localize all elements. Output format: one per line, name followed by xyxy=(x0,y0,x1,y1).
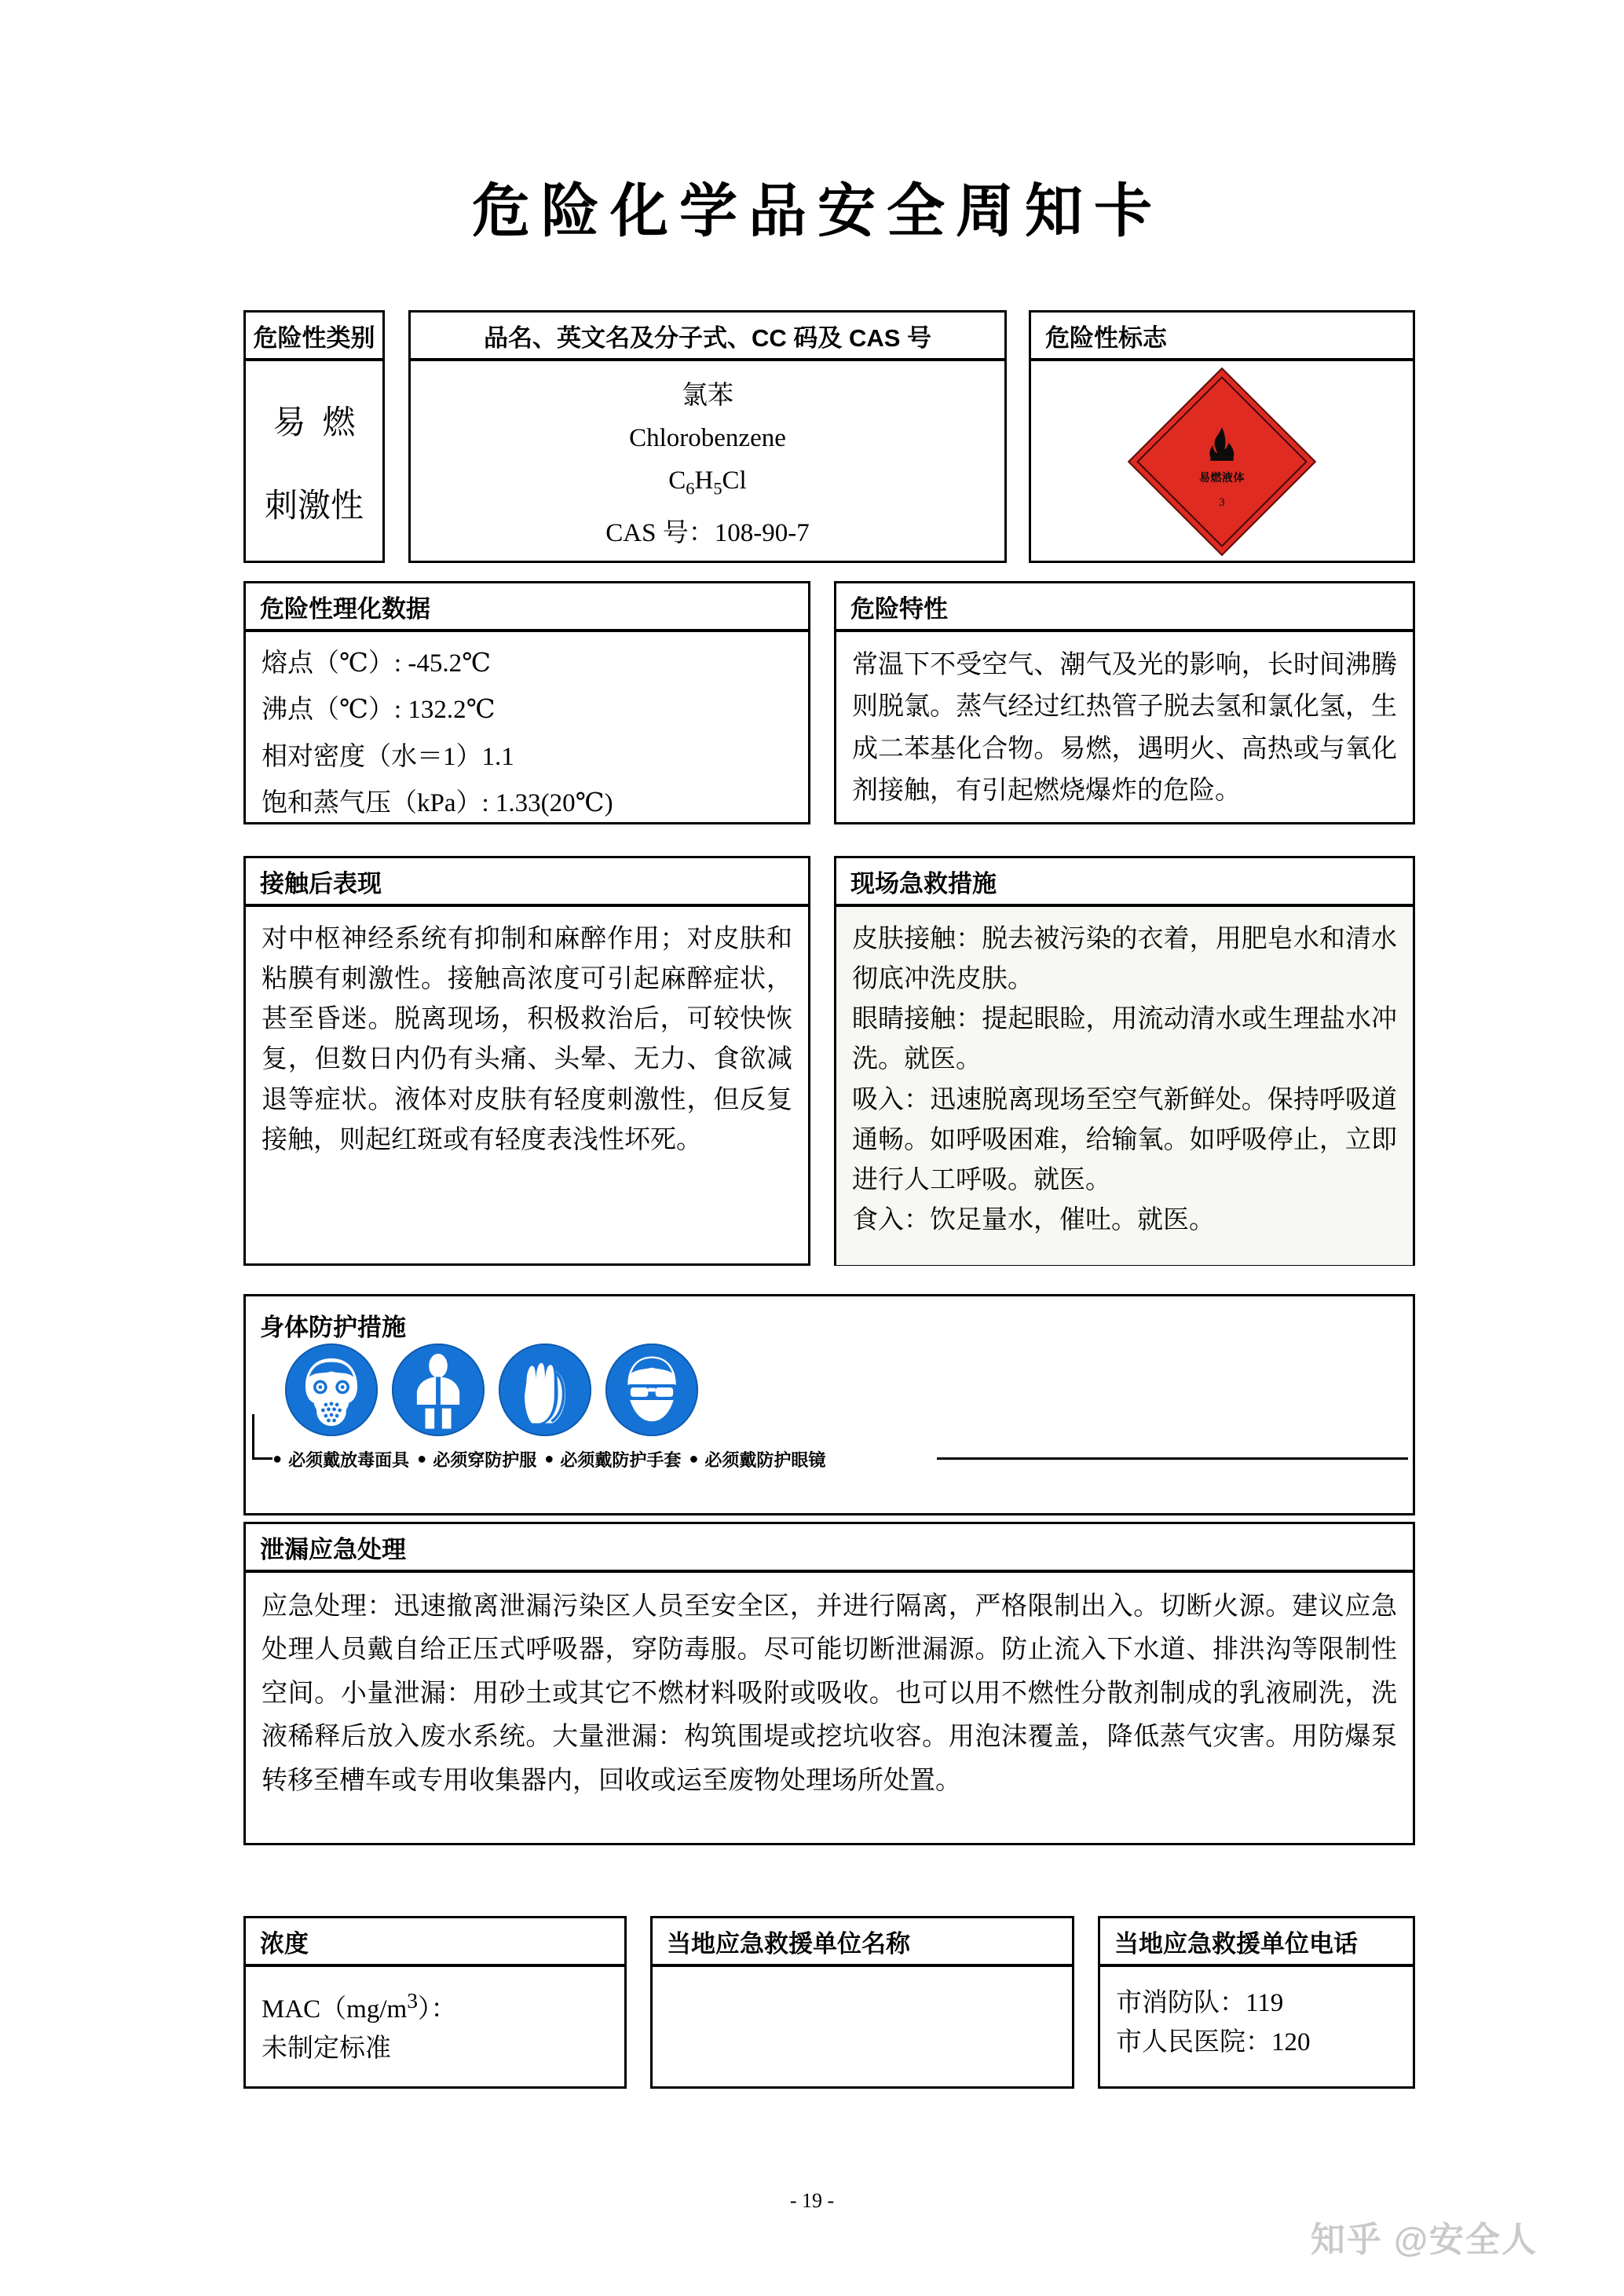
mac-exponent: 3 xyxy=(407,1988,418,2013)
substance-name-header: 品名、英文名及分子式、CC 码及 CAS 号 xyxy=(411,313,1004,361)
ppe-label-goggles: 必须戴防护眼镜 xyxy=(704,1450,826,1470)
ppe-box xyxy=(243,1294,1415,1515)
concentration-header: 浓度 xyxy=(246,1918,624,1967)
physical-data-row: 相对密度（水＝1）1.1 xyxy=(262,742,514,771)
substance-name-values xyxy=(411,361,1004,562)
local-rescue-unit-value[interactable] xyxy=(653,1967,1072,2088)
substance-name-box xyxy=(408,310,1007,563)
first-aid-header: 现场急救措施 xyxy=(836,858,1413,907)
hazard-category-line-1: 易 燃 xyxy=(272,405,356,442)
exposure-symptoms-header: 接触后表现 xyxy=(246,858,808,907)
diamond-shape xyxy=(1128,367,1316,556)
concentration-mac-line xyxy=(262,1984,609,2030)
first-aid-item: 吸入：迅速脱离现场至空气新鲜处。保持呼吸道通畅。如呼吸困难，给输氧。如呼吸停止，立即进行人工呼吸。就医。 xyxy=(852,1085,1397,1194)
local-rescue-phone-box xyxy=(1098,1916,1415,2089)
watermark: 知乎 @安全人 xyxy=(1310,2221,1538,2259)
hazard-category-line-2: 刺激性 xyxy=(264,488,364,525)
gas-mask-icon xyxy=(285,1344,378,1436)
ppe-label-bracket xyxy=(252,1414,254,1460)
ppe-bullet: ● xyxy=(689,1450,699,1468)
substance-english-name: Chlorobenzene xyxy=(629,424,786,453)
ppe-label-protective-suit: 必须穿防护服 xyxy=(433,1450,537,1470)
safety-goggles-icon xyxy=(605,1344,698,1436)
hazard-characteristics-header: 危险特性 xyxy=(836,583,1413,632)
first-aid-box xyxy=(834,856,1415,1266)
hazard-symbol-box xyxy=(1029,310,1415,563)
first-aid-item: 皮肤接触：脱去被污染的衣着，用肥皂水和清水彻底冲洗皮肤。 xyxy=(852,925,1397,994)
ppe-label-gloves: 必须戴防护手套 xyxy=(560,1450,682,1470)
first-aid-item: 食入：饮足量水，催吐。就医。 xyxy=(852,1205,1215,1234)
page-title: 危险化学品安全周知卡 xyxy=(472,178,1163,243)
first-aid-items xyxy=(836,907,1413,1265)
hazard-symbol-header: 危险性标志 xyxy=(1031,313,1413,361)
local-rescue-unit-box xyxy=(650,1916,1074,2089)
formula-cl: Cl xyxy=(722,466,747,495)
hazard-category-values xyxy=(246,361,382,562)
phone-line-hospital: 市人民医院：120 xyxy=(1116,2027,1311,2057)
hazard-symbol-body xyxy=(1031,361,1413,562)
local-rescue-phone-header: 当地应急救援单位电话 xyxy=(1100,1918,1413,1967)
physical-data-values xyxy=(246,632,808,824)
formula-c: C xyxy=(668,466,686,495)
ppe-rule-left xyxy=(252,1457,272,1460)
mac-prefix: MAC（mg/m xyxy=(262,1995,408,2024)
hazard-category-box xyxy=(243,310,385,563)
formula-h: H xyxy=(694,466,714,495)
leak-response-header: 泄漏应急处理 xyxy=(246,1524,1413,1573)
formula-c-count: 6 xyxy=(686,478,695,499)
ppe-label-gas-mask: 必须戴放毒面具 xyxy=(288,1450,410,1470)
exposure-symptoms-box xyxy=(243,856,810,1266)
concentration-standard: 未制定标准 xyxy=(262,2034,391,2063)
page-number: - 19 - xyxy=(789,2189,835,2212)
ppe-label-row xyxy=(272,1447,833,1472)
protective-suit-icon xyxy=(392,1344,485,1436)
local-rescue-unit-header: 当地应急救援单位名称 xyxy=(653,1918,1072,1967)
physical-data-header: 危险性理化数据 xyxy=(246,583,808,632)
concentration-values xyxy=(246,1967,624,2088)
physical-data-row: 熔点（℃）: -45.2℃ xyxy=(262,649,491,678)
substance-molecular-formula xyxy=(668,466,746,499)
exposure-symptoms-text: 对中枢神经系统有抑制和麻醉作用；对皮肤和粘膜有刺激性。接触高浓度可引起麻醉症状，甚至昏迷。脱离现场，积极救治后，可较快恢复，但数日内仍有头痛、头晕、无力、食欲减退等症状。液体对皮肤有轻度刺激性，但反复接触，则起红斑或有轻度表浅性坏死。 xyxy=(262,925,792,1154)
leak-response-text: 应急处理：迅速撤离泄漏污染区人员至安全区，并进行隔离，严格限制出入。切断火源。建议应急处理人员戴自给正压式呼吸器，穿防毒服。尽可能切断泄漏源。防止流入下水道、排洪沟等限制性空间。小量泄漏：用砂土或其它不燃材料吸附或吸收。也可以用不燃性分散剂制成的乳液刷洗，洗液稀释后放入废水系统。大量泄漏：构筑围堤或挖坑收容。用泡沫覆盖，降低蒸气灾害。用防爆泵转移至槽车或专用收集器内，回收或运至废物处理场所处置。 xyxy=(262,1592,1397,1795)
formula-h-count: 5 xyxy=(713,478,722,499)
leak-response-box xyxy=(243,1522,1415,1845)
flammable-liquid-diamond-icon xyxy=(1155,395,1289,528)
ppe-bullet: ● xyxy=(417,1450,427,1468)
ppe-bullet: ● xyxy=(544,1450,554,1468)
diamond-class-number: 3 xyxy=(1219,496,1225,510)
ppe-header: 身体防护措施 xyxy=(260,1314,406,1341)
diamond-label: 易燃液体 xyxy=(1199,471,1245,484)
local-rescue-phone-values xyxy=(1100,1967,1413,2088)
protective-gloves-icon xyxy=(499,1344,591,1436)
substance-chinese-name: 氯苯 xyxy=(682,381,733,410)
hazard-characteristics-text: 常温下不受空气、潮气及光的影响，长时间沸腾则脱氯。蒸气经过红热管子脱去氢和氯化氢，生成二苯基化合物。易燃，遇明火、高热或与氧化剂接触，有引起燃烧爆炸的危险。 xyxy=(852,651,1397,806)
physical-data-row: 沸点（℃）: 132.2℃ xyxy=(262,696,496,725)
hazard-characteristics-box xyxy=(834,581,1415,824)
ppe-bullet: ● xyxy=(272,1450,283,1468)
mac-suffix: ）： xyxy=(417,1995,457,2024)
phone-line-fire: 市消防队：119 xyxy=(1116,1989,1284,2017)
ppe-icon-row xyxy=(285,1344,698,1436)
ppe-rule-right xyxy=(937,1457,1408,1460)
first-aid-item: 眼睛接触：提起眼睑，用流动清水或生理盐水冲洗。就医。 xyxy=(852,1005,1397,1074)
physical-data-box xyxy=(243,581,810,824)
physical-data-row: 饱和蒸气压（kPa）: 1.33(20℃) xyxy=(262,789,613,818)
substance-cas-number: CAS 号：108-90-7 xyxy=(605,519,810,548)
concentration-box xyxy=(243,1916,627,2089)
hazard-category-header: 危险性类别 xyxy=(246,313,382,361)
